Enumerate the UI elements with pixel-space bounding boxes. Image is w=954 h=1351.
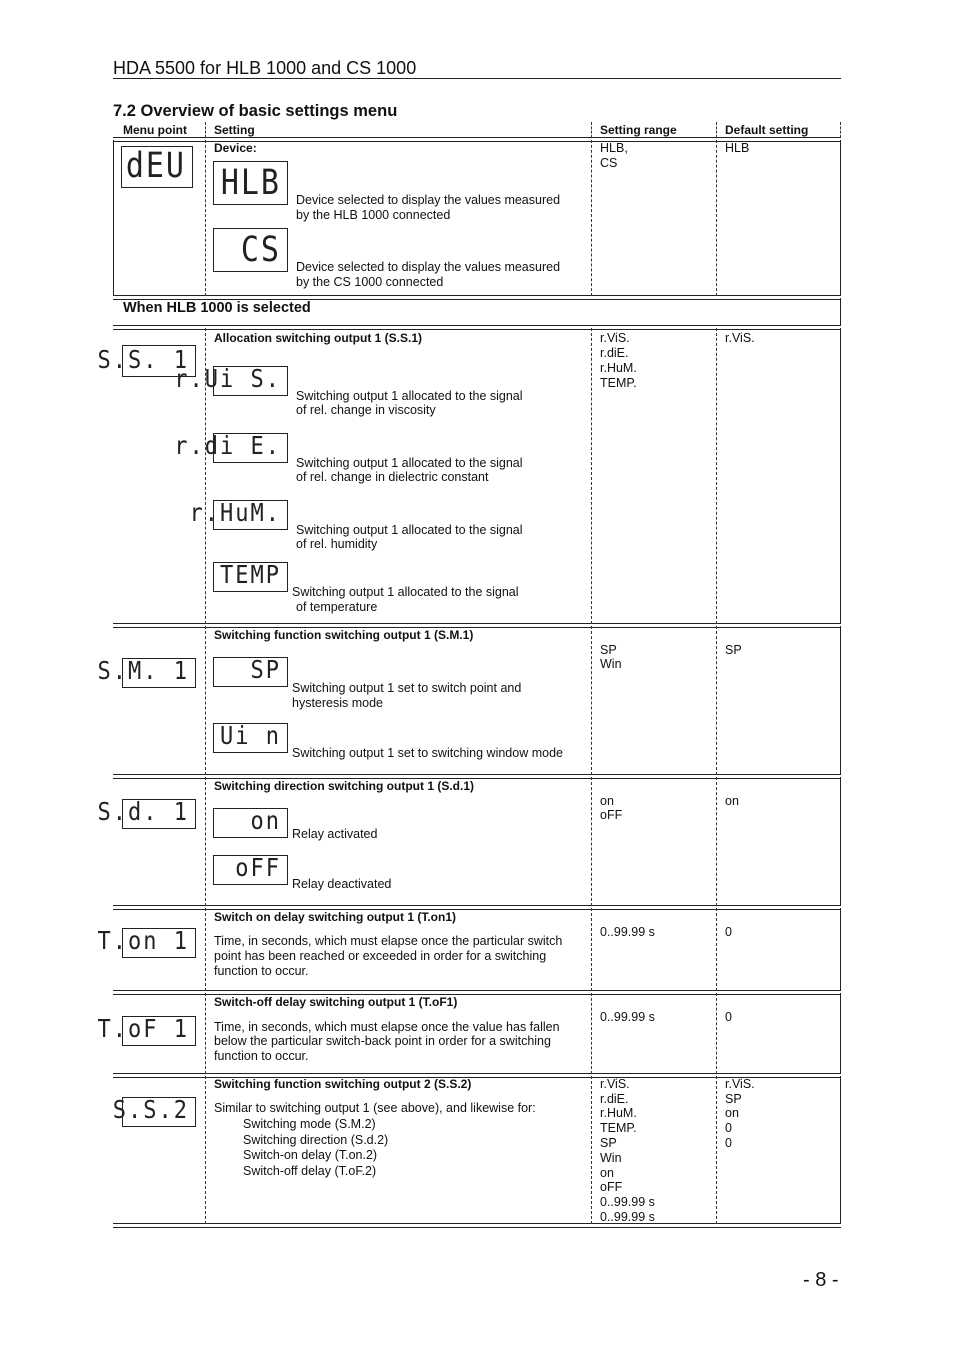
row-text: point has been reached or exceeded in order for a switching [214,949,547,963]
col-menu-point: Menu point [123,123,187,137]
option-desc: Switching output 1 allocated to the signal [296,523,523,537]
lcd-menu-tof1: T.oF 1 [122,1016,196,1046]
column-divider [840,777,841,906]
column-divider [840,908,841,991]
row-heading-tof1: Switch-off delay switching output 1 (T.oF1) [214,995,458,1009]
option-desc: by the CS 1000 connected [296,275,444,289]
option-desc: Relay activated [292,827,378,841]
range-value: 0..99.99 s [600,1210,655,1224]
column-divider [205,993,206,1074]
option-desc: of rel. humidity [296,537,378,551]
row-text: Similar to switching output 1 (see above), and likewise for: [214,1101,536,1115]
default-value: HLB [725,141,750,155]
row-heading-device: Device: [214,141,257,155]
range-value: SP [600,1136,617,1150]
default-value: r.ViS. [725,331,755,345]
list-item: Switching direction (S.d.2) [243,1133,389,1147]
lcd-menu-sm1: S.M. 1 [122,658,196,688]
range-value: on [600,1166,614,1180]
column-divider [205,140,206,296]
lcd-option-win: Ui n [213,723,288,753]
lcd-menu-sd1: S.d. 1 [122,799,196,829]
default-value: on [725,794,739,808]
column-divider [840,140,841,296]
table-rule [113,1223,841,1228]
column-divider [840,122,841,138]
column-divider [591,993,592,1074]
column-divider [591,908,592,991]
column-divider [716,1076,717,1224]
option-desc: Device selected to display the values measured [296,193,561,207]
column-divider [591,1076,592,1224]
column-divider [716,122,717,138]
column-divider [716,140,717,296]
row-text: Time, in seconds, which must elapse once the value has fallen [214,1020,560,1034]
default-value: 0 [725,1121,732,1135]
document-title: HDA 5500 for HLB 1000 and CS 1000 [113,58,417,78]
lcd-option-temp: TEMP [213,562,288,592]
option-desc: Device selected to display the values measured [296,260,561,274]
row-heading-ton1: Switch on delay switching output 1 (T.on1) [214,910,457,924]
lcd-option-rdie: r.di E. [213,433,288,463]
header-rule [113,78,841,79]
default-value: 0 [725,1136,732,1150]
column-divider [591,328,592,624]
lcd-menu-dev: dEU [121,146,193,188]
row-text: below the particular switch-back point in order for a switching [214,1034,551,1048]
column-divider [840,298,841,326]
list-item: Switch-off delay (T.oF.2) [243,1164,377,1178]
default-value: SP [725,643,742,657]
range-value: r.HuM. [600,361,637,375]
column-divider [716,328,717,624]
option-desc: of rel. change in viscosity [296,403,436,417]
lcd-option-hlb: HLB [213,161,288,205]
option-desc: by the HLB 1000 connected [296,208,451,222]
column-divider [840,626,841,775]
range-value: 0..99.99 s [600,1195,655,1209]
column-divider [716,908,717,991]
row-text: Time, in seconds, which must elapse once the particular switch [214,934,563,948]
option-desc: of temperature [296,600,378,614]
list-item: Switch-on delay (T.on.2) [243,1148,378,1162]
lcd-option-on: on [213,808,288,838]
option-desc: Switching output 1 allocated to the signal [296,456,523,470]
range-value: 0..99.99 s [600,925,655,939]
row-heading-ss1: Allocation switching output 1 (S.S.1) [214,331,423,345]
column-divider [840,1076,841,1224]
default-value: r.ViS. [725,1077,755,1091]
row-heading-sd1: Switching direction switching output 1 (S.d.1) [214,779,474,793]
row-heading-sm1: Switching function switching output 1 (S.M.1) [214,628,474,642]
lcd-option-rvis: r.Ui S. [213,366,288,396]
range-value: oFF [600,808,623,822]
default-value: SP [725,1092,742,1106]
row-heading-ss2: Switching function switching output 2 (S.S.2) [214,1077,472,1091]
row-text: function to occur. [214,1049,309,1063]
column-divider [591,626,592,775]
range-value: CS [600,156,618,170]
column-divider [205,122,206,138]
lcd-option-rhum: r.HuM. [213,500,288,530]
col-setting-range: Setting range [600,123,677,137]
range-value: oFF [600,1180,623,1194]
column-divider [205,626,206,775]
range-value: TEMP. [600,1121,637,1135]
column-divider [591,777,592,906]
option-desc: of rel. change in dielectric constant [296,470,489,484]
column-divider [840,993,841,1074]
lcd-menu-ss1: S.S. 1 [122,345,196,377]
lcd-option-off: oFF [213,855,288,885]
range-value: HLB, [600,141,628,155]
row-text: function to occur. [214,964,309,978]
column-divider [591,122,592,138]
lcd-menu-ton1: T.on 1 [122,928,196,958]
default-value: 0 [725,925,732,939]
option-desc: Switching output 1 allocated to the signal [292,585,519,599]
range-value: 0..99.99 s [600,1010,655,1024]
option-desc: Relay deactivated [292,877,392,891]
column-divider [205,908,206,991]
range-value: Win [600,657,622,671]
column-divider [113,140,114,296]
range-value: r.diE. [600,1092,629,1106]
page-number: - 8 - [803,1269,839,1291]
range-value: TEMP. [600,376,637,390]
table-rule [113,325,841,330]
column-divider [716,993,717,1074]
range-value: r.HuM. [600,1106,637,1120]
option-desc: Switching output 1 set to switching window mode [292,746,563,760]
default-value: 0 [725,1010,732,1024]
range-value: r.diE. [600,346,629,360]
column-divider [840,328,841,624]
section-title: 7.2 Overview of basic settings menu [113,102,398,120]
col-setting: Setting [214,123,255,137]
column-divider [716,777,717,906]
default-value: on [725,1106,739,1120]
col-default-setting: Default setting [725,123,809,137]
range-value: on [600,794,614,808]
range-value: SP [600,643,617,657]
column-divider [716,626,717,775]
column-divider [591,140,592,296]
lcd-option-sp: SP [213,657,288,687]
lcd-option-cs: CS [213,228,288,272]
range-value: r.ViS. [600,331,630,345]
option-desc: Switching output 1 set to switch point and [292,681,522,695]
list-item: Switching mode (S.M.2) [243,1117,376,1131]
hlb-selected-banner: When HLB 1000 is selected [123,300,311,316]
lcd-menu-ss2: S.S.2 [122,1097,196,1127]
range-value: Win [600,1151,622,1165]
range-value: r.ViS. [600,1077,630,1091]
column-divider [205,1076,206,1224]
option-desc: hysteresis mode [292,696,384,710]
column-divider [205,777,206,906]
option-desc: Switching output 1 allocated to the signal [296,389,523,403]
